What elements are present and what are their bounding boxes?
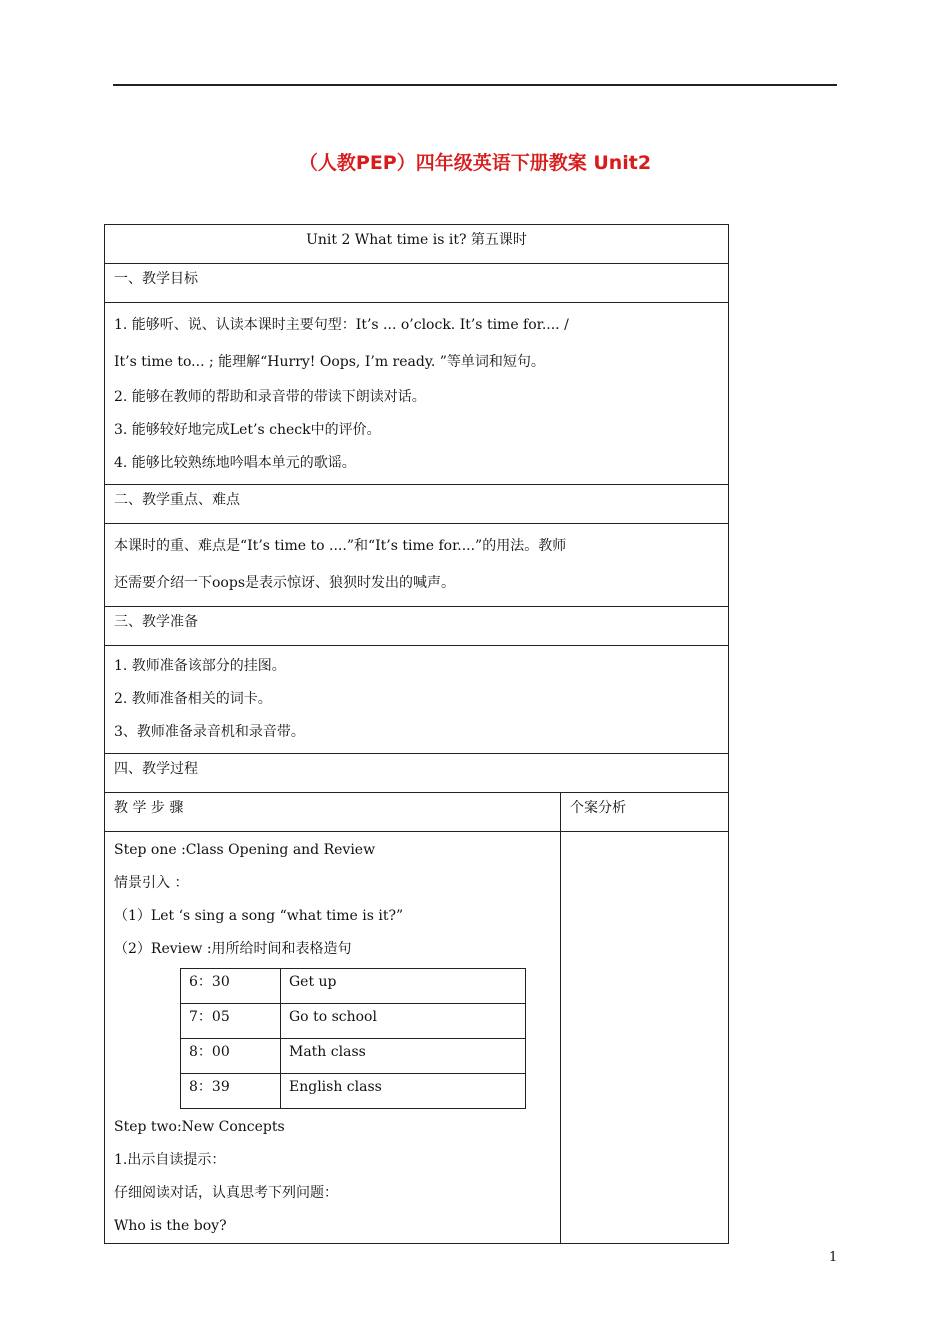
goal-line: 2. 能够在教师的帮助和录音带的带读下朗读对话。 — [114, 389, 426, 405]
steps-content — [105, 832, 561, 1244]
schedule-time: 7：05 — [181, 1004, 281, 1039]
steps-header: 教 学 步 骤 — [105, 793, 561, 832]
goal-line: It’s time to... ; 能理解“Hurry! Oops, I’m ready. ”等单词和短句。 — [114, 354, 545, 370]
goals-title: 一、教学目标 — [105, 264, 729, 303]
step-line: Step one :Class Opening and Review — [114, 842, 376, 858]
focus-line: 本课时的重、难点是“It’s time to ....”和“It’s time for....”的用法。教师 — [114, 538, 567, 554]
process-title: 四、教学过程 — [105, 754, 729, 793]
page-number: 1 — [829, 1250, 838, 1265]
prep-line: 3、教师准备录音机和录音带。 — [114, 724, 305, 740]
schedule-row — [181, 1004, 526, 1039]
analysis-content — [561, 832, 729, 1244]
goals-content — [105, 303, 729, 485]
step-line: Step two:New Concepts — [114, 1119, 285, 1135]
schedule-row — [181, 969, 526, 1004]
header-rule — [113, 84, 837, 86]
schedule-row — [181, 1074, 526, 1109]
focus-content — [105, 524, 729, 607]
focus-title: 二、教学重点、难点 — [105, 485, 729, 524]
step-line: 情景引入 ： — [114, 875, 189, 891]
focus-line: 还需要介绍一下oops是表示惊讶、狼狈时发出的喊声。 — [114, 575, 456, 591]
step-line: 1.出示自读提示： — [114, 1152, 226, 1168]
goal-line: 1. 能够听、说、认读本课时主要句型：It’s ... o’clock. It’s time for.... / — [114, 317, 569, 333]
analysis-header: 个案分析 — [561, 793, 729, 832]
step-line: Who is the boy? — [114, 1218, 227, 1234]
lesson-plan-table — [104, 224, 729, 1244]
schedule-activity: Math class — [281, 1039, 526, 1074]
prep-line: 2. 教师准备相关的词卡。 — [114, 691, 272, 707]
schedule-time: 8：39 — [181, 1074, 281, 1109]
goal-line: 3. 能够较好地完成Let’s check中的评价。 — [114, 422, 381, 438]
lesson-heading: Unit 2 What time is it? 第五课时 — [105, 225, 729, 264]
prep-content — [105, 646, 729, 754]
schedule-row — [181, 1039, 526, 1074]
schedule-time: 8：00 — [181, 1039, 281, 1074]
prep-title: 三、教学准备 — [105, 607, 729, 646]
step-line: （1）Let ‘s sing a song “what time is it?” — [114, 908, 404, 924]
schedule-table — [180, 968, 526, 1109]
schedule-activity: Go to school — [281, 1004, 526, 1039]
document-title: （人教PEP）四年级英语下册教案 Unit2 — [298, 152, 652, 174]
step-line: （2）Review :用所给时间和表格造句 — [114, 941, 352, 957]
schedule-activity: Get up — [281, 969, 526, 1004]
schedule-activity: English class — [281, 1074, 526, 1109]
schedule-time: 6：30 — [181, 969, 281, 1004]
goal-line: 4. 能够比较熟练地吟唱本单元的歌谣。 — [114, 455, 356, 471]
prep-line: 1. 教师准备该部分的挂图。 — [114, 658, 286, 674]
step-line: 仔细阅读对话，认真思考下列问题： — [114, 1185, 338, 1201]
